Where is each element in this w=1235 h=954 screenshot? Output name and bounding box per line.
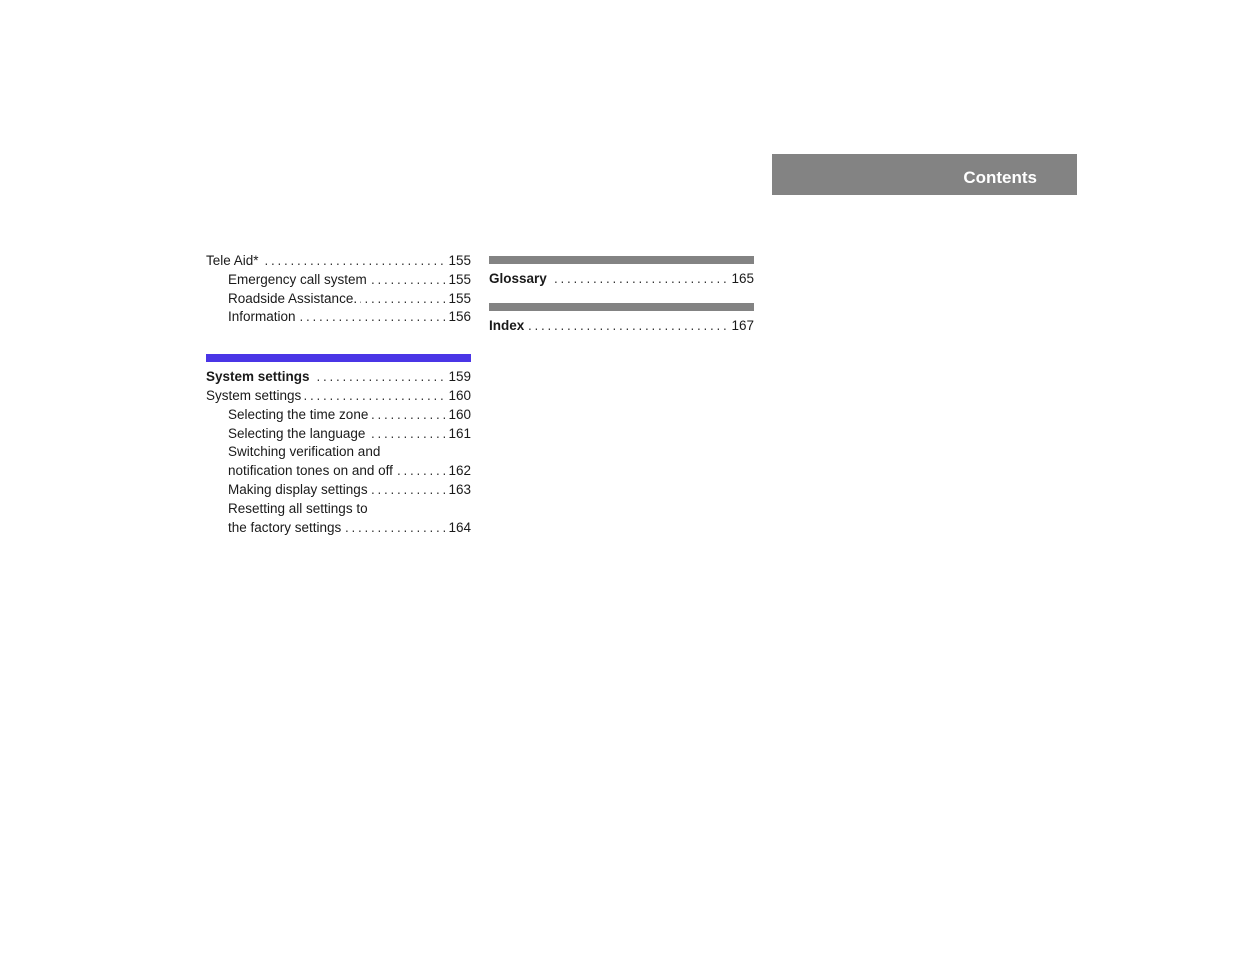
toc-entry-label: Selecting the time zone: [228, 406, 371, 424]
toc-entry-label: Making display settings: [228, 481, 371, 499]
contents-header-tab: [772, 154, 1077, 195]
toc-heading-glossary[interactable]: [489, 270, 754, 289]
toc-entry-label: Roadside Assistance.: [228, 290, 360, 308]
toc-heading-label: Glossary: [489, 270, 550, 288]
toc-page-number: 164: [445, 519, 471, 537]
toc-entry-system-settings[interactable]: [206, 387, 471, 406]
toc-entry-language[interactable]: [206, 425, 471, 444]
toc-heading-system-settings[interactable]: [206, 368, 471, 387]
toc-page-number: 165: [728, 270, 754, 288]
toc-entry-label: Emergency call system: [228, 271, 370, 289]
toc-page-number: 156: [445, 308, 471, 326]
toc-entry-resetting-line1: Resetting all settings to: [228, 500, 368, 516]
toc-page-number: 155: [445, 252, 471, 270]
toc-entry-label: Selecting the language: [228, 425, 368, 443]
toc-entry-label: Information: [228, 308, 299, 326]
toc-entry-label: notification tones on and off: [228, 462, 396, 480]
toc-heading-index[interactable]: [489, 317, 754, 336]
toc-page-number: 155: [445, 290, 471, 308]
toc-entry-information[interactable]: [206, 308, 471, 327]
toc-page-number: 162: [445, 462, 471, 480]
toc-page-number: 155: [445, 271, 471, 289]
section-divider-bar: [489, 256, 754, 264]
toc-entry-switching-line1: Switching verification and: [228, 444, 381, 460]
toc-entry-switching-tones[interactable]: [206, 462, 471, 481]
toc-left-column: [206, 252, 471, 537]
toc-right-column: [489, 256, 754, 336]
page-title: Contents: [963, 168, 1037, 187]
toc-page-number: 160: [445, 387, 471, 405]
toc-entry-label: System settings: [206, 387, 304, 405]
toc-heading-label: System settings: [206, 368, 313, 386]
toc-entry-label: the factory settings: [228, 519, 344, 537]
toc-page-number: 160: [445, 406, 471, 424]
toc-entry-emergency-call[interactable]: [206, 271, 471, 290]
toc-entry-label: Tele Aid*: [206, 252, 262, 270]
toc-entry-time-zone[interactable]: [206, 406, 471, 425]
toc-page-number: 167: [728, 317, 754, 335]
toc-heading-label: Index: [489, 317, 527, 335]
section-divider-bar: [206, 354, 471, 362]
toc-page-number: 163: [445, 481, 471, 499]
toc-entry-tele-aid[interactable]: [206, 252, 471, 271]
section-divider-bar: [489, 303, 754, 311]
toc-entry-roadside-assistance[interactable]: [206, 290, 471, 309]
toc-entry-display-settings[interactable]: [206, 481, 471, 500]
toc-page-number: 161: [445, 425, 471, 443]
toc-entry-factory-settings[interactable]: [206, 519, 471, 538]
toc-page-number: 159: [445, 368, 471, 386]
